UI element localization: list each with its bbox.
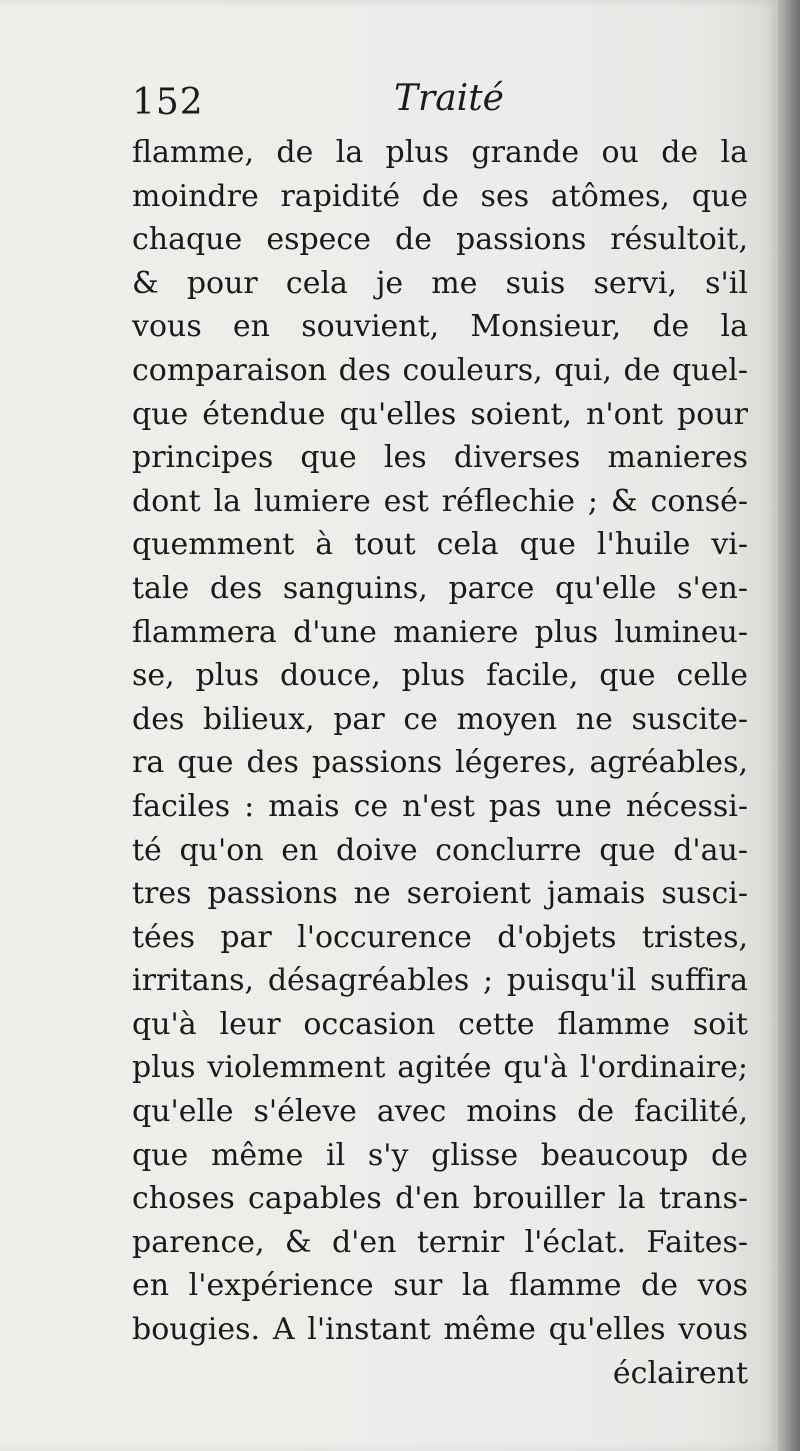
text-line: tale des sanguins, parce qu'elle s'en- [132, 570, 748, 606]
text-line: dont la lumiere est réflechie ; & consé- [132, 483, 748, 519]
text-line: parence, & d'en ternir l'éclat. Faites- [132, 1224, 748, 1260]
book-spine-edge [778, 0, 800, 1451]
text-line: choses capables d'en brouiller la trans- [132, 1181, 748, 1217]
catchword: éclairent [612, 1355, 748, 1391]
text-line: tres passions ne seroient jamais susci- [132, 876, 748, 912]
text-line: quemment à tout cela que l'huile vi- [132, 527, 748, 563]
text-line: chaque espece de passions résultoit, [132, 222, 748, 258]
text-line: qu'elle s'éleve avec moins de facilité, [132, 1094, 748, 1130]
text-line: bougies. A l'instant même qu'elles vous [132, 1312, 748, 1348]
text-line: en l'expérience sur la flamme de vos [132, 1268, 748, 1304]
text-line: plus violemment agitée qu'à l'ordinaire; [132, 1050, 748, 1086]
running-head [132, 78, 752, 128]
text-line: & pour cela je me suis servi, s'il [132, 265, 748, 301]
page-number: 152 [132, 82, 204, 123]
text-line: vous en souvient, Monsieur, de la [132, 309, 748, 345]
text-line: qu'à leur occasion cette flamme soit [132, 1006, 748, 1042]
text-line: faciles : mais ce n'est pas une nécessi- [132, 788, 748, 824]
text-line: té qu'on en doive conclurre que d'au- [132, 832, 748, 868]
running-title: Traité [394, 78, 504, 119]
text-line: que étendue qu'elles soient, n'ont pour [132, 396, 748, 432]
text-line: que même il s'y glisse beaucoup de [132, 1137, 748, 1173]
text-line: moindre rapidité de ses atômes, que [132, 178, 748, 214]
text-line: irritans, désagréables ; puisqu'il suffira [132, 963, 748, 999]
text-line: des bilieux, par ce moyen ne suscite- [132, 701, 748, 737]
body-text [132, 131, 748, 1395]
text-line: ra que des passions légeres, agréables, [132, 745, 748, 781]
text-line: comparaison des couleurs, qui, de quel- [132, 352, 748, 388]
text-line: tées par l'occurence d'objets tristes, [132, 919, 748, 955]
text-line: principes que les diverses manieres [132, 440, 748, 476]
text-line: se, plus douce, plus facile, que celle [132, 658, 748, 694]
text-line: flammera d'une maniere plus lumineu- [132, 614, 748, 650]
text-line: flamme, de la plus grande ou de la [132, 135, 748, 170]
